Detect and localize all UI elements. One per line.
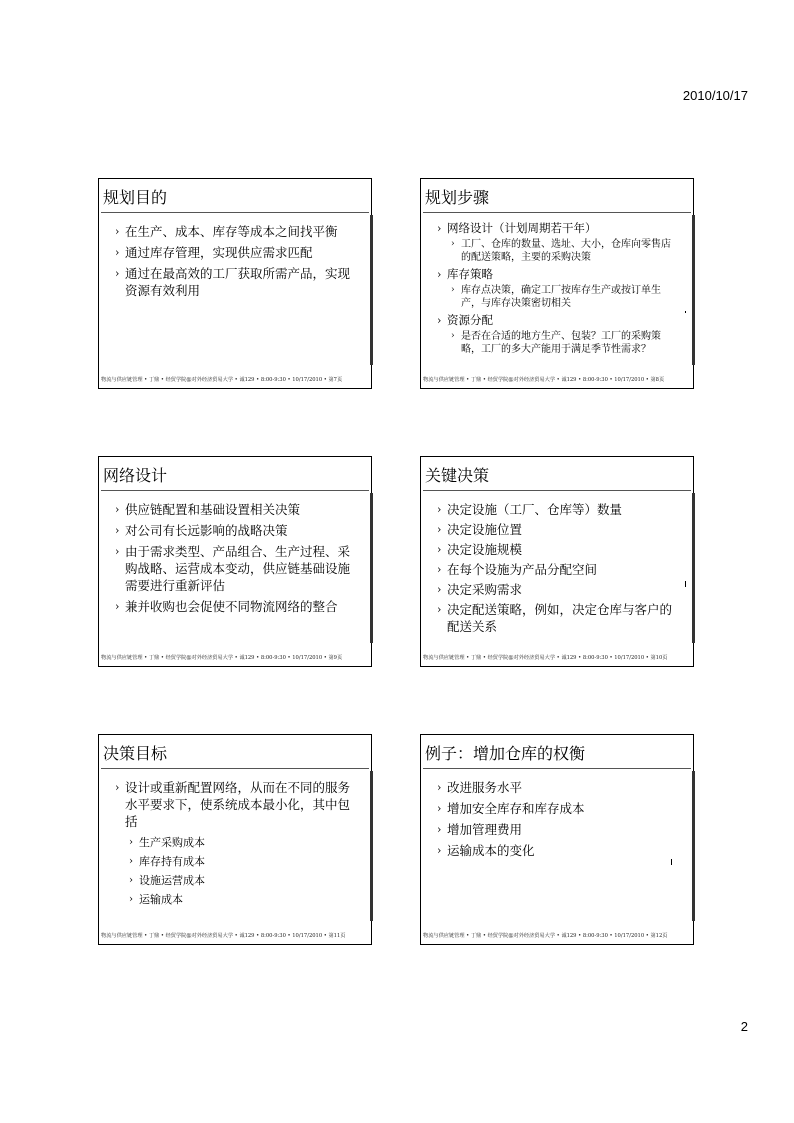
slide-edge-bar (692, 215, 695, 365)
slide-edge-bar (692, 493, 695, 643)
slide-edge-bar (370, 771, 373, 921)
bullet-list (115, 779, 357, 910)
bullet-list (437, 221, 679, 359)
sub-bullet-item: › 是否在合适的地方生产、包装？工厂的采购策略，工厂的多大产能用于满足季节性需求？ (437, 330, 679, 356)
bullet-item: › 兼并收购也会促使不同物流网络的整合 (115, 598, 357, 615)
slide-thumbnail (98, 178, 372, 389)
slide-edge-bar (370, 215, 373, 365)
page-date: 2010/10/17 (682, 88, 748, 103)
slide-title: 决策目标 (103, 744, 168, 763)
slide-title: 规划步骤 (425, 188, 490, 207)
slide-title: 网络设计 (103, 466, 168, 485)
bullet-list (115, 223, 357, 303)
bullet-item: › 改进服务水平 (437, 779, 679, 796)
bullet-list (115, 501, 357, 619)
slide-thumbnail (98, 734, 372, 945)
slide-footer: 物流与供应链管理 • 丁鼎 • 经贸学院@对外经济贸易大学 • 诚129 • 8:00-9:30 • 10/17/2010 • 第10页 (423, 655, 668, 661)
bullet-list (437, 501, 679, 638)
slide-title: 规划目的 (103, 188, 168, 207)
bullet-item: › 在生产、成本、库存等成本之间找平衡 (115, 223, 357, 240)
bullet-item: › 通过库存管理，实现供应需求匹配 (115, 244, 357, 261)
bullet-item: › 决定设施位置 (437, 521, 679, 538)
slide-mark (685, 581, 686, 587)
bullet-item: › 运输成本的变化 (437, 842, 679, 859)
slide-mark (685, 311, 686, 313)
slide-title: 例子：增加仓库的权衡 (425, 744, 586, 763)
bullet-item: › 在每个设施为产品分配空间 (437, 561, 679, 578)
sub-bullet-item: › 库存持有成本 (115, 853, 357, 870)
bullet-item: › 库存策略 (437, 267, 679, 282)
page-number: 2 (740, 1019, 748, 1034)
bullet-item: › 供应链配置和基础设置相关决策 (115, 501, 357, 518)
sub-bullet-item: › 运输成本 (115, 891, 357, 908)
slide-thumbnail (420, 456, 694, 667)
title-divider (101, 768, 369, 769)
bullet-item: › 决定设施规模 (437, 541, 679, 558)
title-divider (101, 212, 369, 213)
slide-thumbnail (420, 178, 694, 389)
slide-thumbnail (420, 734, 694, 945)
bullet-item: › 资源分配 (437, 313, 679, 328)
slide-title: 关键决策 (425, 466, 490, 485)
bullet-item: › 通过在最高效的工厂获取所需产品，实现资源有效利用 (115, 265, 357, 299)
bullet-item: › 对公司有长远影响的战略决策 (115, 522, 357, 539)
bullet-item: › 由于需求类型、产品组合、生产过程、采购战略、运营成本变动，供应链基础设施需要进行重新评估 (115, 543, 357, 594)
bullet-list (437, 779, 679, 863)
bullet-item: › 增加安全库存和库存成本 (437, 800, 679, 817)
bullet-item: › 网络设计（计划周期若干年） (437, 221, 679, 236)
sub-bullet-item: › 库存点决策，确定工厂按库存生产或按订单生产，与库存决策密切相关 (437, 284, 679, 310)
bullet-item: › 设计或重新配置网络，从而在不同的服务水平要求下，使系统成本最小化，其中包括 (115, 779, 357, 830)
bullet-item: › 决定配送策略，例如，决定仓库与客户的配送关系 (437, 601, 679, 635)
sub-bullet-item: › 生产采购成本 (115, 834, 357, 851)
bullet-item: › 增加管理费用 (437, 821, 679, 838)
title-divider (101, 490, 369, 491)
slide-thumbnail (98, 456, 372, 667)
bullet-item: › 决定采购需求 (437, 581, 679, 598)
sub-bullet-item: › 工厂、仓库的数量、选址、大小，仓库向零售店的配送策略，主要的采购决策 (437, 238, 679, 264)
bullet-item: › 决定设施（工厂、仓库等）数量 (437, 501, 679, 518)
slide-footer: 物流与供应链管理 • 丁鼎 • 经贸学院@对外经济贸易大学 • 诚129 • 8:00-9:30 • 10/17/2010 • 第7页 (101, 377, 343, 383)
slide-edge-bar (692, 771, 695, 921)
title-divider (423, 768, 691, 769)
sub-bullet-item: › 设施运营成本 (115, 872, 357, 889)
slide-mark (671, 859, 672, 865)
slide-footer: 物流与供应链管理 • 丁鼎 • 经贸学院@对外经济贸易大学 • 诚129 • 8:00-9:30 • 10/17/2010 • 第12页 (423, 933, 668, 939)
slide-footer: 物流与供应链管理 • 丁鼎 • 经贸学院@对外经济贸易大学 • 诚129 • 8:00-9:30 • 10/17/2010 • 第8页 (423, 377, 665, 383)
slide-footer: 物流与供应链管理 • 丁鼎 • 经贸学院@对外经济贸易大学 • 诚129 • 8:00-9:30 • 10/17/2010 • 第9页 (101, 655, 343, 661)
title-divider (423, 490, 691, 491)
slide-footer: 物流与供应链管理 • 丁鼎 • 经贸学院@对外经济贸易大学 • 诚129 • 8:00-9:30 • 10/17/2010 • 第11页 (101, 933, 346, 939)
slide-edge-bar (370, 493, 373, 643)
title-divider (423, 212, 691, 213)
